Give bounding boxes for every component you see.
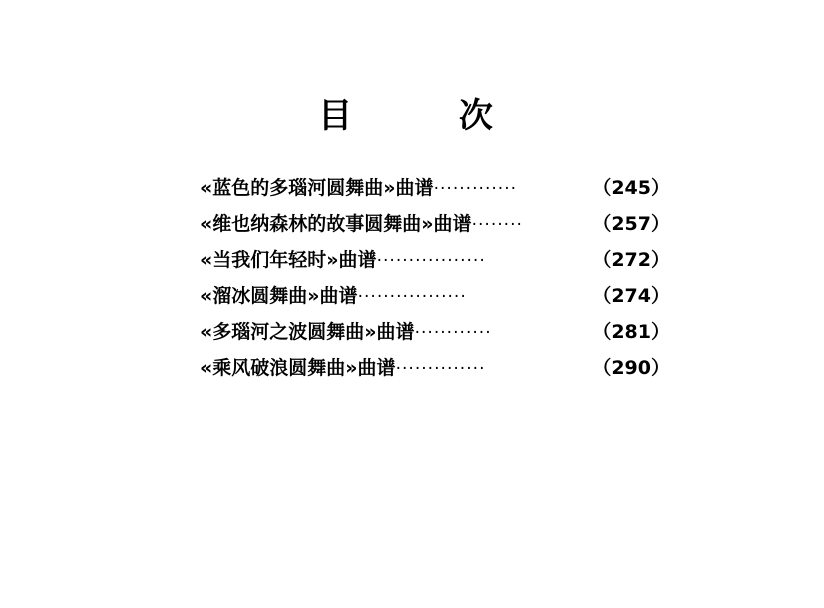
table-of-contents bbox=[200, 179, 670, 395]
toc-page-number: （274） bbox=[592, 285, 670, 307]
toc-leader-dots: ········ bbox=[471, 217, 523, 234]
toc-entry-label: «溜冰圆舞曲»曲谱 bbox=[200, 285, 358, 307]
list-item[interactable] bbox=[200, 323, 670, 359]
page-title: 目 次 bbox=[318, 96, 506, 136]
toc-page-number: （281） bbox=[592, 321, 670, 343]
toc-page-number: （272） bbox=[592, 249, 670, 271]
toc-leader-dots: ············ bbox=[414, 325, 492, 342]
toc-page-number: （290） bbox=[592, 357, 670, 379]
toc-leader-dots: ················· bbox=[357, 289, 467, 306]
list-item[interactable] bbox=[200, 179, 670, 215]
toc-entry-label: «多瑙河之波圆舞曲»曲谱 bbox=[200, 321, 415, 343]
toc-page-number: （245） bbox=[592, 177, 670, 199]
toc-entry-label: «蓝色的多瑙河圆舞曲»曲谱 bbox=[200, 177, 434, 199]
list-item[interactable] bbox=[200, 287, 670, 323]
toc-leader-dots: ·············· bbox=[395, 361, 486, 378]
toc-entry-label: «维也纳森林的故事圆舞曲»曲谱 bbox=[200, 213, 472, 235]
toc-leader-dots: ············· bbox=[433, 181, 518, 198]
toc-page-number: （257） bbox=[592, 213, 670, 235]
list-item[interactable] bbox=[200, 251, 670, 287]
document-page bbox=[0, 88, 824, 608]
toc-leader-dots: ················· bbox=[376, 253, 486, 270]
list-item[interactable] bbox=[200, 215, 670, 251]
list-item[interactable] bbox=[200, 359, 670, 395]
toc-entry-label: «当我们年轻时»曲谱 bbox=[200, 249, 377, 271]
toc-entry-label: «乘风破浪圆舞曲»曲谱 bbox=[200, 357, 396, 379]
